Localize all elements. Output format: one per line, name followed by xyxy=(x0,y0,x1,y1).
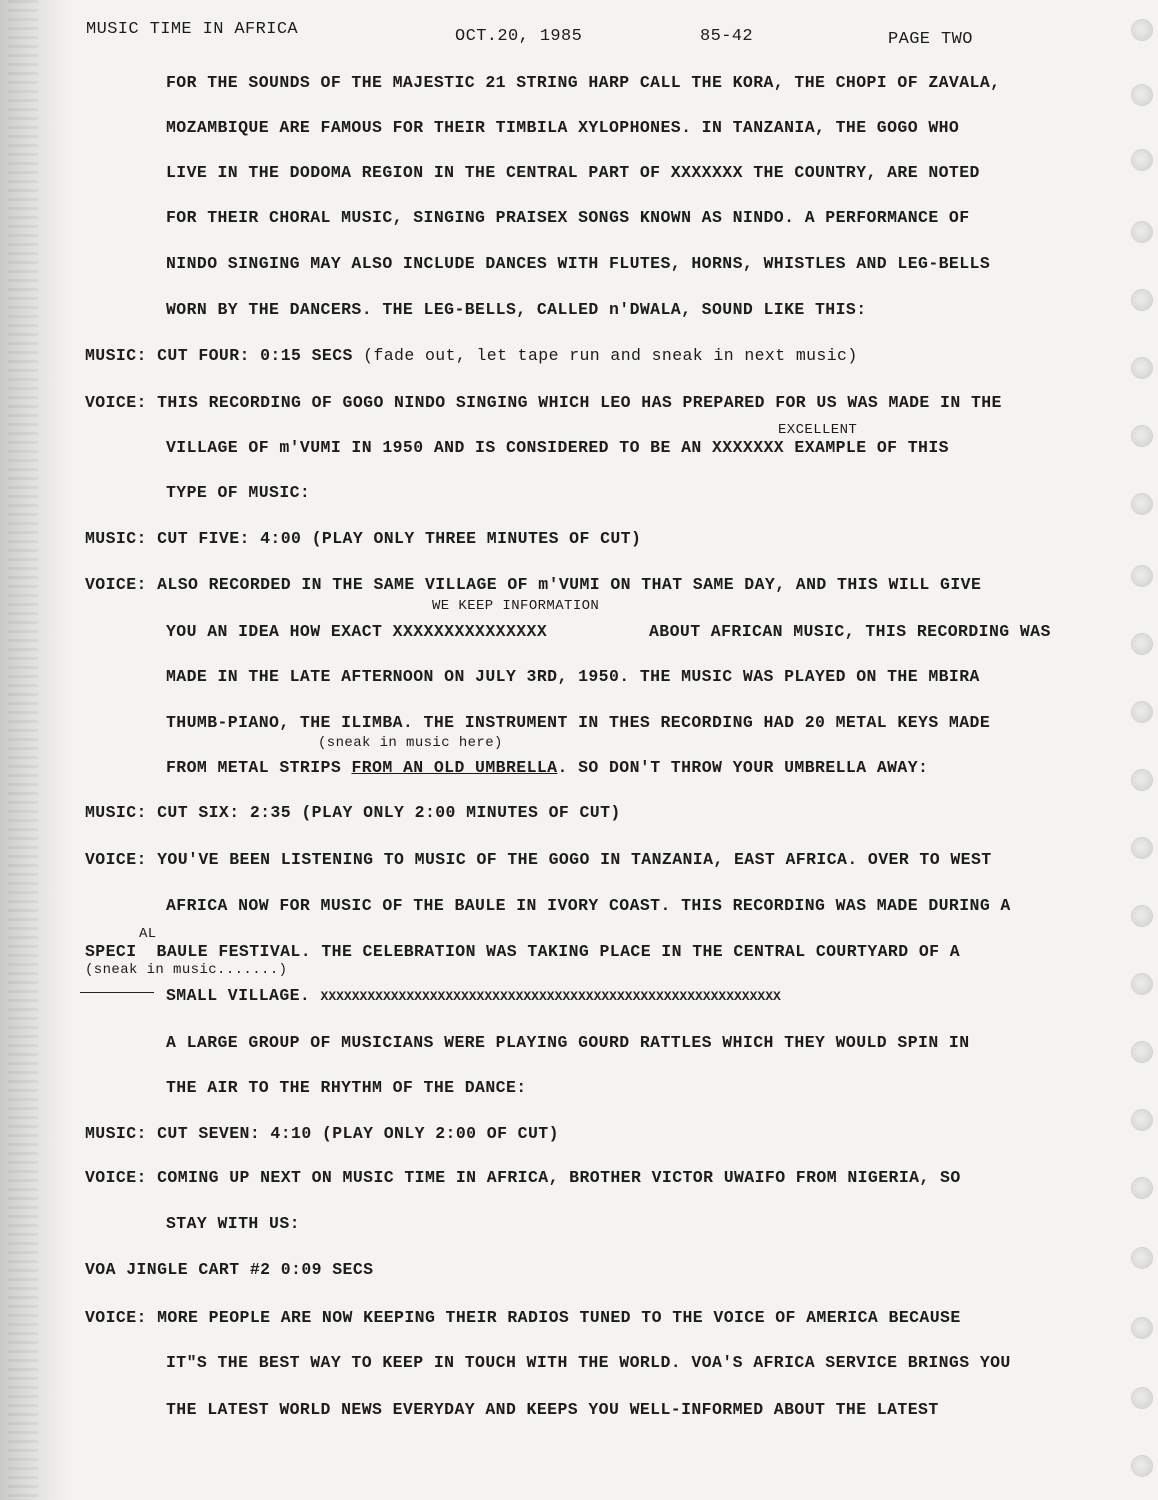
voice-cue-line: VOICE: MORE PEOPLE ARE NOW KEEPING THEIR RADIOS TUNED TO THE VOICE OF AMERICA BECAUSE xyxy=(85,1308,961,1327)
feed-hole xyxy=(1132,494,1152,514)
feed-hole xyxy=(1132,290,1152,310)
handwritten-insert: EXCELLENT xyxy=(778,422,858,438)
script-line: MOZAMBIQUE ARE FAMOUS FOR THEIR TIMBILA XYLOPHONES. IN TANZANIA, THE GOGO WHO xyxy=(166,118,960,137)
script-text: ABOUT AFRICAN MUSIC, THIS RECORDING WAS xyxy=(649,622,1051,641)
voice-cue-line: VOICE: COMING UP NEXT ON MUSIC TIME IN AFRICA, BROTHER VICTOR UWAIFO FROM NIGERIA, SO xyxy=(85,1168,961,1187)
music-cue-line: MUSIC: CUT SEVEN: 4:10 (PLAY ONLY 2:00 OF CUT) xyxy=(85,1124,559,1143)
script-line: FOR THEIR CHORAL MUSIC, SINGING PRAISEX SONGS KNOWN AS NINDO. A PERFORMANCE OF xyxy=(166,208,970,227)
script-line: THE AIR TO THE RHYTHM OF THE DANCE: xyxy=(166,1078,527,1097)
script-line: STAY WITH US: xyxy=(166,1214,300,1233)
script-line: IT"S THE BEST WAY TO KEEP IN TOUCH WITH THE WORLD. VOA'S AFRICA SERVICE BRINGS YOU xyxy=(166,1353,1011,1372)
header-page: PAGE TWO xyxy=(888,30,973,49)
cue-note: (fade out, let tape run and sneak in next music) xyxy=(363,346,858,365)
script-line xyxy=(166,986,781,1005)
jingle-cue-line: VOA JINGLE CART #2 0:09 SECS xyxy=(85,1260,374,1279)
script-line: NINDO SINGING MAY ALSO INCLUDE DANCES WITH FLUTES, HORNS, WHISTLES AND LEG-BELLS xyxy=(166,254,991,273)
handwritten-insert: WE KEEP INFORMATION xyxy=(432,598,600,614)
feed-hole xyxy=(1132,770,1152,790)
feed-hole xyxy=(1132,838,1152,858)
script-line: LIVE IN THE DODOMA REGION IN THE CENTRAL PART OF XXXXXXX THE COUNTRY, ARE NOTED xyxy=(166,163,980,182)
header-number: 85-42 xyxy=(700,27,754,46)
feed-hole xyxy=(1132,150,1152,170)
feed-hole xyxy=(1132,1456,1152,1476)
script-text: FROM METAL STRIPS xyxy=(166,758,352,777)
feed-hole xyxy=(1132,906,1152,926)
feed-hole xyxy=(1132,85,1152,105)
script-text: EXAMPLE OF THIS xyxy=(784,438,949,457)
script-text: . SO DON'T THROW YOUR UMBRELLA AWAY: xyxy=(557,758,929,777)
script-line xyxy=(166,622,547,641)
feed-hole xyxy=(1132,358,1152,378)
music-cue-line: MUSIC: CUT SIX: 2:35 (PLAY ONLY 2:00 MINUTES OF CUT) xyxy=(85,803,621,822)
script-line: WORN BY THE DANCERS. THE LEG-BELLS, CALLED n'DWALA, SOUND LIKE THIS: xyxy=(166,300,867,319)
script-text: BAULE FESTIVAL. THE CELEBRATION WAS TAKING PLACE IN THE CENTRAL COURTYARD OF A xyxy=(156,942,961,961)
music-cue-line: MUSIC: CUT FIVE: 4:00 (PLAY ONLY THREE MINUTES OF CUT) xyxy=(85,529,642,548)
feed-hole xyxy=(1132,702,1152,722)
header-program: MUSIC TIME IN AFRICA xyxy=(86,20,299,39)
script-line: A LARGE GROUP OF MUSICIANS WERE PLAYING GOURD RATTLES WHICH THEY WOULD SPIN IN xyxy=(166,1033,970,1052)
handwritten-insert: AL xyxy=(139,926,157,942)
music-cue-text: MUSIC: CUT FOUR: 0:15 SECS xyxy=(85,346,364,365)
feed-hole xyxy=(1132,1248,1152,1268)
feed-hole xyxy=(1132,974,1152,994)
feed-hole xyxy=(1132,20,1152,40)
struck-out-text: XXXXXXXXXXXXXXXXXXXXXXXXXXXXXXXXXXXXXXXXXXXXXXXXXXXXXXXXXXX xyxy=(320,989,781,1004)
music-cue-line xyxy=(85,346,858,365)
underlined-text: FROM AN OLD UMBRELLA xyxy=(351,758,558,777)
handwritten-rule xyxy=(80,992,154,993)
feed-hole xyxy=(1132,1388,1152,1408)
script-line: THUMB-PIANO, THE ILIMBA. THE INSTRUMENT IN THES RECORDING HAD 20 METAL KEYS MADE xyxy=(166,713,991,732)
feed-hole xyxy=(1132,426,1152,446)
feed-hole xyxy=(1132,1042,1152,1062)
voice-cue-line: VOICE: ALSO RECORDED IN THE SAME VILLAGE OF m'VUMI ON THAT SAME DAY, AND THIS WILL GIVE xyxy=(85,575,982,594)
feed-hole xyxy=(1132,634,1152,654)
feed-hole xyxy=(1132,222,1152,242)
script-text: SMALL VILLAGE. xyxy=(166,986,321,1005)
voice-cue-line: VOICE: THIS RECORDING OF GOGO NINDO SINGING WHICH LEO HAS PREPARED FOR US WAS MADE IN THE xyxy=(85,393,1002,412)
script-line xyxy=(85,942,960,961)
script-text: YOU AN IDEA HOW EXACT xyxy=(166,622,393,641)
feed-hole xyxy=(1132,1110,1152,1130)
script-line xyxy=(166,758,928,777)
script-line: FOR THE SOUNDS OF THE MAJESTIC 21 STRING HARP CALL THE KORA, THE CHOPI OF ZAVALA, xyxy=(166,73,1001,92)
sneak-note: (sneak in music.......) xyxy=(85,962,288,978)
scan-margin-shadow xyxy=(0,0,72,1500)
voice-cue-line: VOICE: YOU'VE BEEN LISTENING TO MUSIC OF THE GOGO IN TANZANIA, EAST AFRICA. OVER TO WEST xyxy=(85,850,992,869)
feed-hole xyxy=(1132,1178,1152,1198)
struck-out-text: XXXXXXXXXXXXXXX xyxy=(392,622,548,641)
struck-out-text: XXXXXXX xyxy=(712,438,785,457)
feed-hole xyxy=(1132,566,1152,586)
script-text: SPECI xyxy=(85,942,137,961)
script-line xyxy=(166,438,949,457)
header-date: OCT.20, 1985 xyxy=(455,27,583,46)
script-line: AFRICA NOW FOR MUSIC OF THE BAULE IN IVORY COAST. THIS RECORDING WAS MADE DURING A xyxy=(166,896,1011,915)
sneak-note: (sneak in music here) xyxy=(318,735,503,751)
script-line: THE LATEST WORLD NEWS EVERYDAY AND KEEPS YOU WELL-INFORMED ABOUT THE LATEST xyxy=(166,1400,939,1419)
script-text: VILLAGE OF m'VUMI IN 1950 AND IS CONSIDERED TO BE AN xyxy=(166,438,712,457)
tractor-feed-holes xyxy=(1126,0,1152,1500)
script-line: TYPE OF MUSIC: xyxy=(166,483,311,502)
feed-hole xyxy=(1132,1318,1152,1338)
script-line: MADE IN THE LATE AFTERNOON ON JULY 3RD, 1950. THE MUSIC WAS PLAYED ON THE MBIRA xyxy=(166,667,980,686)
